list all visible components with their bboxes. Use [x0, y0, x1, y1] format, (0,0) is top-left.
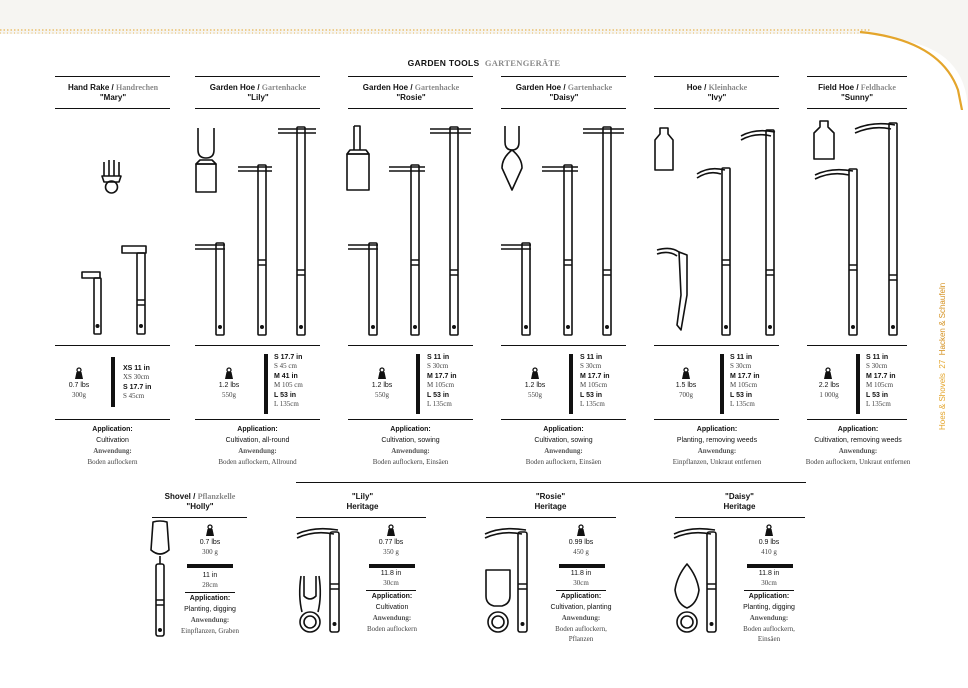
column-rule — [185, 592, 235, 593]
column-rule — [348, 108, 473, 109]
column-rule — [654, 345, 779, 346]
length-bar — [187, 564, 233, 568]
column-rule — [55, 345, 170, 346]
weight-value: 0.7 lbs 300 g — [199, 539, 221, 556]
side-label: Hoes & Shovels 27 Hacken & Schaufeln — [938, 282, 947, 430]
length-bar — [747, 564, 793, 568]
length-value: 11.8 in 30cm — [758, 570, 780, 587]
length-value: 11 in 28cm — [202, 572, 218, 589]
section-title: GARDEN TOOLS GARTENGERÄTE — [407, 58, 561, 68]
size-list: S 11 in S 30cm M 17.7 in M 105cm L 53 in L 135cm — [427, 354, 457, 408]
column-rule — [296, 517, 426, 518]
hand-rake-icon — [60, 150, 170, 340]
column-rule — [807, 419, 907, 420]
weight-value: 1.5 lbs 700g — [675, 382, 697, 399]
product-title: Garden Hoe / Gartenhacke "Lily" — [209, 83, 307, 102]
column-rule — [195, 108, 320, 109]
column-rule — [195, 345, 320, 346]
weight-icon — [385, 524, 397, 536]
size-list: S 11 in S 30cm M 17.7 in M 105cm L 53 in L 135cm — [580, 354, 610, 408]
product-title: Garden Hoe / Gartenhacke "Daisy" — [515, 83, 613, 102]
column-rule — [55, 419, 170, 420]
column-top-rule — [501, 76, 626, 77]
size-bar — [569, 354, 573, 414]
heritage-top-rule — [296, 482, 806, 483]
application-text: Application: Cultivation Anwendung: Boden auflockern — [367, 593, 417, 633]
column-rule — [501, 419, 626, 420]
size-list: S 11 in S 30cm M 17.7 in M 105cm L 53 in L 135cm — [730, 354, 760, 408]
length-value: 11.8 in 30cm — [380, 570, 402, 587]
lily-hoe-icon — [192, 120, 322, 340]
weight-icon — [575, 524, 587, 536]
weight-icon — [680, 367, 692, 379]
product-title: "Lily" Heritage — [346, 492, 379, 511]
size-list: S 17.7 in S 45 cm M 41 in M 105 cm L 53 in L 135cm — [274, 354, 303, 408]
column-top-rule — [195, 76, 320, 77]
size-list: XS 11 in XS 30cm S 17.7 in S 45cm — [123, 365, 152, 400]
weight-value: 1.2 lbs 550g — [371, 382, 393, 399]
product-title: Hoe / Kleinhacke "Ivy" — [686, 83, 748, 102]
weight-value: 0.7 lbs 300g — [68, 382, 90, 399]
size-bar — [264, 354, 268, 414]
weight-icon — [204, 524, 216, 536]
length-value: 11.8 in 30cm — [570, 570, 592, 587]
sunny-hoe-icon — [805, 115, 910, 340]
column-rule — [675, 517, 805, 518]
length-bar — [369, 564, 415, 568]
weight-value: 0.77 lbs 350 g — [378, 539, 404, 556]
column-rule — [348, 345, 473, 346]
product-title: Field Hoe / Feldhacke "Sunny" — [818, 83, 896, 102]
application-text: Application: Planting, removing weeds Anwendung: Einpflanzen, Unkraut entfernen — [672, 426, 762, 466]
column-rule — [654, 419, 779, 420]
size-bar — [416, 354, 420, 414]
product-title: Hand Rake / Handrechen "Mary" — [67, 83, 159, 102]
weight-icon — [376, 367, 388, 379]
column-rule — [744, 590, 794, 591]
column-rule — [152, 517, 247, 518]
weight-icon — [822, 367, 834, 379]
application-text: Application: Cultivation, sowing Anwendung: Boden auflockern, Einsäen — [372, 426, 449, 466]
size-bar — [720, 354, 724, 414]
column-rule — [348, 419, 473, 420]
product-title: Garden Hoe / Gartenhacke "Rosie" — [362, 83, 460, 102]
product-title: "Rosie" Heritage — [534, 492, 567, 511]
application-text: Application: Cultivation Anwendung: Boden auflockern — [87, 426, 138, 466]
column-rule — [486, 517, 616, 518]
application-text: Application: Cultivation, sowing Anwendung: Boden auflockern, Einsäen — [525, 426, 602, 466]
column-rule — [807, 108, 907, 109]
ivy-hoe-icon — [651, 120, 781, 340]
weight-icon — [529, 367, 541, 379]
product-title: Shovel / Pflanzkelle "Holly" — [164, 492, 236, 511]
weight-value: 0.99 lbs 450 g — [568, 539, 594, 556]
application-text: Application: Cultivation, planting Anwendung: Boden auflockern, Pflanzen — [550, 593, 612, 643]
weight-icon — [763, 524, 775, 536]
weight-value: 1.2 lbs 550g — [524, 382, 546, 399]
daisy-hoe-icon — [498, 120, 628, 340]
column-rule — [501, 108, 626, 109]
column-rule — [807, 345, 907, 346]
column-rule — [195, 419, 320, 420]
weight-icon — [223, 367, 235, 379]
column-top-rule — [654, 76, 779, 77]
application-text: Application: Cultivation, all-round Anwendung: Boden auflockern, Allround — [218, 426, 297, 466]
column-rule — [501, 345, 626, 346]
column-rule — [366, 590, 416, 591]
weight-value: 2.2 lbs 1 000g — [818, 382, 840, 399]
rosie-hoe-icon — [345, 120, 475, 340]
column-top-rule — [55, 76, 170, 77]
column-top-rule — [348, 76, 473, 77]
application-text: Application: Planting, digging Anwendung: Boden auflockern, Einsäen — [743, 593, 795, 643]
application-text: Application: Planting, digging Anwendung: Einpflanzen, Graben — [181, 595, 239, 635]
product-title: "Daisy" Heritage — [723, 492, 756, 511]
column-top-rule — [807, 76, 907, 77]
weight-icon — [73, 367, 85, 379]
size-bar — [111, 357, 115, 407]
column-rule — [654, 108, 779, 109]
application-text: Application: Cultivation, removing weeds Anwendung: Boden auflockern, Unkraut entfernen — [805, 426, 911, 466]
weight-value: 1.2 lbs 550g — [218, 382, 240, 399]
weight-value: 0.9 lbs 410 g — [758, 539, 780, 556]
column-rule — [55, 108, 170, 109]
column-rule — [556, 590, 606, 591]
size-list: S 11 in S 30cm M 17.7 in M 105cm L 53 in L 135cm — [866, 354, 896, 408]
length-bar — [559, 564, 605, 568]
size-bar — [856, 354, 860, 414]
